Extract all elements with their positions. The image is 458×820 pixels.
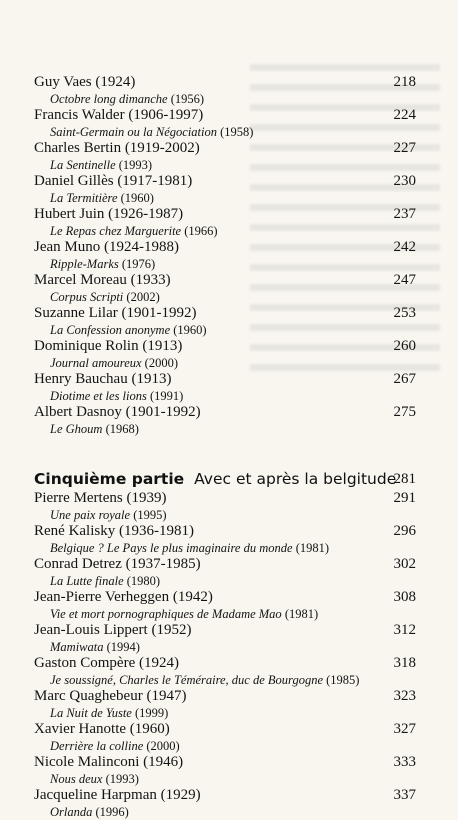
work-line: [34, 606, 430, 622]
work-title: Je soussigné, Charles le Téméraire, duc de Bourgogne: [50, 673, 323, 687]
work-line: [34, 157, 430, 173]
work-year: (1958): [220, 125, 254, 139]
toc-entry: [34, 688, 430, 721]
work-year: (1960): [173, 323, 207, 337]
page-number: 275: [393, 404, 416, 420]
author-name: Francis Walder (1906-1997): [34, 107, 204, 123]
page-number: 296: [393, 523, 416, 539]
author-name: Jacqueline Harpman (1929): [34, 787, 201, 803]
author-name: Albert Dasnoy (1901-1992): [34, 404, 201, 420]
work-year: (1980): [126, 574, 161, 588]
author-name: Marc Quaghebeur (1947): [34, 688, 187, 704]
entry-author-line: [34, 754, 430, 771]
entry-author-line: [34, 490, 430, 507]
work-line: [34, 421, 430, 437]
author-name: Hubert Juin (1926-1987): [34, 206, 184, 222]
toc-entry: [34, 787, 430, 820]
page-number: 260: [393, 338, 416, 354]
entry-author-line: [34, 688, 430, 705]
toc-entry: [34, 107, 430, 140]
entry-author-line: [34, 206, 430, 223]
toc-entry: [34, 371, 430, 404]
part-page-number: 281: [393, 471, 416, 487]
toc-entry: [34, 622, 430, 655]
table-of-contents: [34, 74, 430, 820]
entry-author-line: [34, 622, 430, 639]
entry-author-line: [34, 338, 430, 355]
work-year: (2000): [144, 356, 178, 370]
page-number: 242: [393, 239, 416, 255]
author-name: Daniel Gillès (1917-1981): [34, 173, 193, 189]
entry-author-line: [34, 787, 430, 804]
page-number: 230: [393, 173, 416, 189]
author-name: Jean Muno (1924-1988): [34, 239, 179, 255]
work-title: Derrière la colline: [50, 739, 144, 753]
work-line: [34, 771, 430, 787]
entry-author-line: [34, 556, 430, 573]
work-year: (1996): [95, 805, 129, 819]
entry-author-line: [34, 523, 430, 540]
work-line: [34, 388, 430, 404]
work-year: (1976): [121, 257, 156, 271]
page-number: 333: [393, 754, 416, 770]
work-year: (1966): [184, 224, 218, 238]
entry-author-line: [34, 305, 430, 322]
work-line: [34, 507, 430, 523]
part-number: Cinquième partie: [34, 470, 185, 488]
work-line: [34, 322, 430, 338]
toc-entry: [34, 556, 430, 589]
entry-author-line: [34, 140, 430, 157]
page-number: 302: [393, 556, 416, 572]
entry-author-line: [34, 74, 430, 91]
work-line: [34, 289, 430, 305]
work-title: Une paix royale: [50, 508, 131, 522]
toc-entry: [34, 589, 430, 622]
work-line: [34, 804, 430, 820]
work-year: (1993): [118, 158, 153, 172]
toc-entry: [34, 338, 430, 371]
work-title: La Nuit de Yuste: [50, 706, 132, 720]
work-title: Le Repas chez Marguerite: [50, 224, 182, 238]
work-title: Diotime et les lions: [50, 389, 147, 403]
toc-entry: [34, 173, 430, 206]
work-line: [34, 223, 430, 239]
entry-author-line: [34, 173, 430, 190]
work-year: (2000): [146, 739, 180, 753]
work-year: (1991): [150, 389, 184, 403]
work-line: [34, 738, 430, 754]
toc-entry: [34, 404, 430, 437]
toc-entry: [34, 721, 430, 754]
page-number: 224: [393, 107, 416, 123]
author-name: Marcel Moreau (1933): [34, 272, 171, 288]
page-number: 318: [393, 655, 416, 671]
work-line: [34, 256, 430, 272]
work-line: [34, 540, 430, 556]
work-title: Journal amoureux: [50, 356, 142, 370]
work-year: (1981): [284, 607, 319, 621]
toc-entry: [34, 754, 430, 787]
page-number: 312: [393, 622, 416, 638]
work-line: [34, 672, 430, 688]
work-year: (1994): [106, 640, 140, 654]
entry-author-line: [34, 655, 430, 672]
author-name: Charles Bertin (1919-2002): [34, 140, 200, 156]
entry-author-line: [34, 371, 430, 388]
work-title: Mamiwata: [50, 640, 104, 654]
author-name: René Kalisky (1936-1981): [34, 523, 194, 539]
work-title: Corpus Scripti: [50, 290, 124, 304]
work-year: (1981): [295, 541, 330, 555]
work-title: La Termitière: [50, 191, 118, 205]
work-title: La Lutte finale: [50, 574, 124, 588]
work-line: [34, 639, 430, 655]
toc-entry: [34, 523, 430, 556]
author-name: Suzanne Lilar (1901-1992): [34, 305, 197, 321]
work-year: (1985): [326, 673, 360, 687]
toc-entry: [34, 74, 430, 107]
work-title: Ripple-Marks: [50, 257, 119, 271]
work-line: [34, 573, 430, 589]
toc-entry: [34, 206, 430, 239]
author-name: Henry Bauchau (1913): [34, 371, 172, 387]
work-year: (2002): [126, 290, 160, 304]
work-title: La Confession anonyme: [50, 323, 171, 337]
page-number: 323: [393, 688, 416, 704]
page-number: 308: [393, 589, 416, 605]
entry-author-line: [34, 721, 430, 738]
work-title: La Sentinelle: [50, 158, 116, 172]
toc-bottom-list: [34, 490, 430, 820]
author-name: Guy Vaes (1924): [34, 74, 136, 90]
work-year: (1960): [120, 191, 154, 205]
page-number: 218: [393, 74, 416, 90]
author-name: Dominique Rolin (1913): [34, 338, 183, 354]
author-name: Jean-Pierre Verheggen (1942): [34, 589, 213, 605]
work-year: (1995): [133, 508, 167, 522]
toc-entry: [34, 655, 430, 688]
author-name: Pierre Mertens (1939): [34, 490, 167, 506]
work-year: (1993): [105, 772, 139, 786]
page-number: 267: [393, 371, 416, 387]
entry-author-line: [34, 239, 430, 256]
author-name: Conrad Detrez (1937-1985): [34, 556, 201, 572]
page-number: 327: [393, 721, 416, 737]
entry-author-line: [34, 404, 430, 421]
work-year: (1968): [105, 422, 139, 436]
toc-entry: [34, 140, 430, 173]
author-name: Nicole Malinconi (1946): [34, 754, 184, 770]
page-number: 247: [393, 272, 416, 288]
toc-top-list: [34, 74, 430, 437]
section-spacing: [34, 437, 430, 468]
work-title: Belgique ? Le Pays le plus imaginaire du monde: [50, 541, 293, 555]
page-number: 291: [393, 490, 416, 506]
work-line: [34, 91, 430, 107]
work-title: Nous deux: [50, 772, 103, 786]
work-line: [34, 190, 430, 206]
author-name: Xavier Hanotte (1960): [34, 721, 170, 737]
toc-entry: [34, 305, 430, 338]
author-name: Gaston Compère (1924): [34, 655, 179, 671]
page-number: 227: [393, 140, 416, 156]
part-heading: [34, 468, 430, 490]
work-title: Octobre long dimanche: [50, 92, 168, 106]
entry-author-line: [34, 107, 430, 124]
page-number: 253: [393, 305, 416, 321]
page-number: 237: [393, 206, 416, 222]
part-title: Avec et après la belgitude: [194, 470, 397, 488]
toc-entry: [34, 239, 430, 272]
work-title: Vie et mort pornographiques de Madame Mao: [50, 607, 282, 621]
toc-entry: [34, 272, 430, 305]
page-number: 337: [393, 787, 416, 803]
entry-author-line: [34, 272, 430, 289]
toc-entry: [34, 490, 430, 523]
author-name: Jean-Louis Lippert (1952): [34, 622, 192, 638]
work-line: [34, 355, 430, 371]
work-year: (1956): [170, 92, 205, 106]
work-line: [34, 705, 430, 721]
entry-author-line: [34, 589, 430, 606]
work-title: Saint-Germain ou la Négociation: [50, 125, 217, 139]
work-year: (1999): [134, 706, 169, 720]
work-title: Orlanda: [50, 805, 93, 819]
work-title: Le Ghoum: [50, 422, 103, 436]
work-line: [34, 124, 430, 140]
